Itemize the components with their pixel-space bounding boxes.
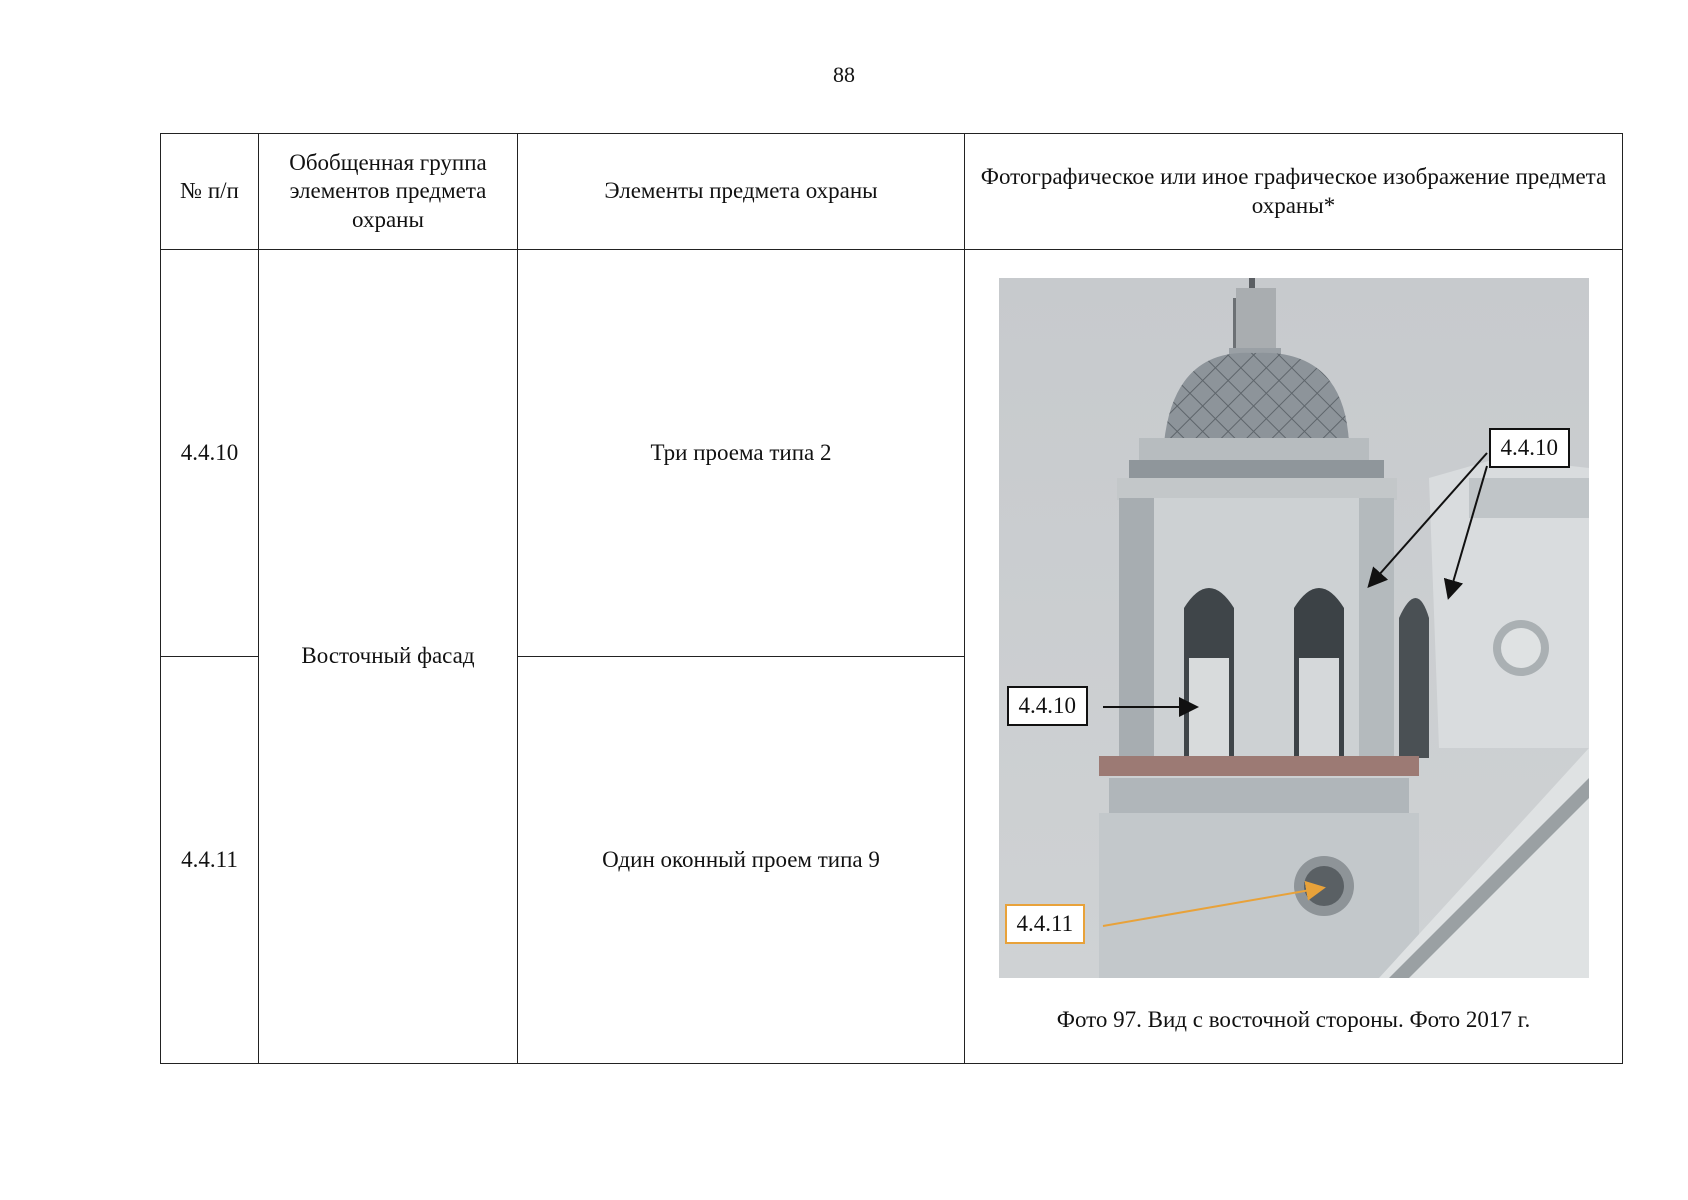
group-name: Восточный фасад <box>259 250 518 1064</box>
row-number: 4.4.10 <box>161 250 259 657</box>
table-header-row <box>161 134 1623 250</box>
photo-caption: Фото 97. Вид с восточной стороны. Фото 2017 г. <box>1056 1007 1531 1032</box>
table-row <box>161 250 1623 657</box>
callout-4-4-11: 4.4.11 <box>1005 904 1086 944</box>
heritage-table <box>160 133 1623 1064</box>
callout-4-4-10-top: 4.4.10 <box>1489 428 1571 468</box>
header-number: № п/п <box>161 134 259 250</box>
page-number: 88 <box>833 62 855 87</box>
row-element: Три проема типа 2 <box>518 250 965 657</box>
header-image: Фотографическое или иное графическое изображение предмета охраны* <box>965 134 1623 250</box>
callout-4-4-10-left: 4.4.10 <box>1007 686 1089 726</box>
bell-tower-photo <box>999 278 1589 978</box>
row-number: 4.4.11 <box>161 657 259 1064</box>
photo-cell <box>965 250 1623 1064</box>
row-element: Один оконный проем типа 9 <box>518 657 965 1064</box>
header-group: Обобщенная группа элементов предмета охраны <box>259 134 518 250</box>
header-elements: Элементы предмета охраны <box>518 134 965 250</box>
photo-figure <box>999 278 1589 978</box>
